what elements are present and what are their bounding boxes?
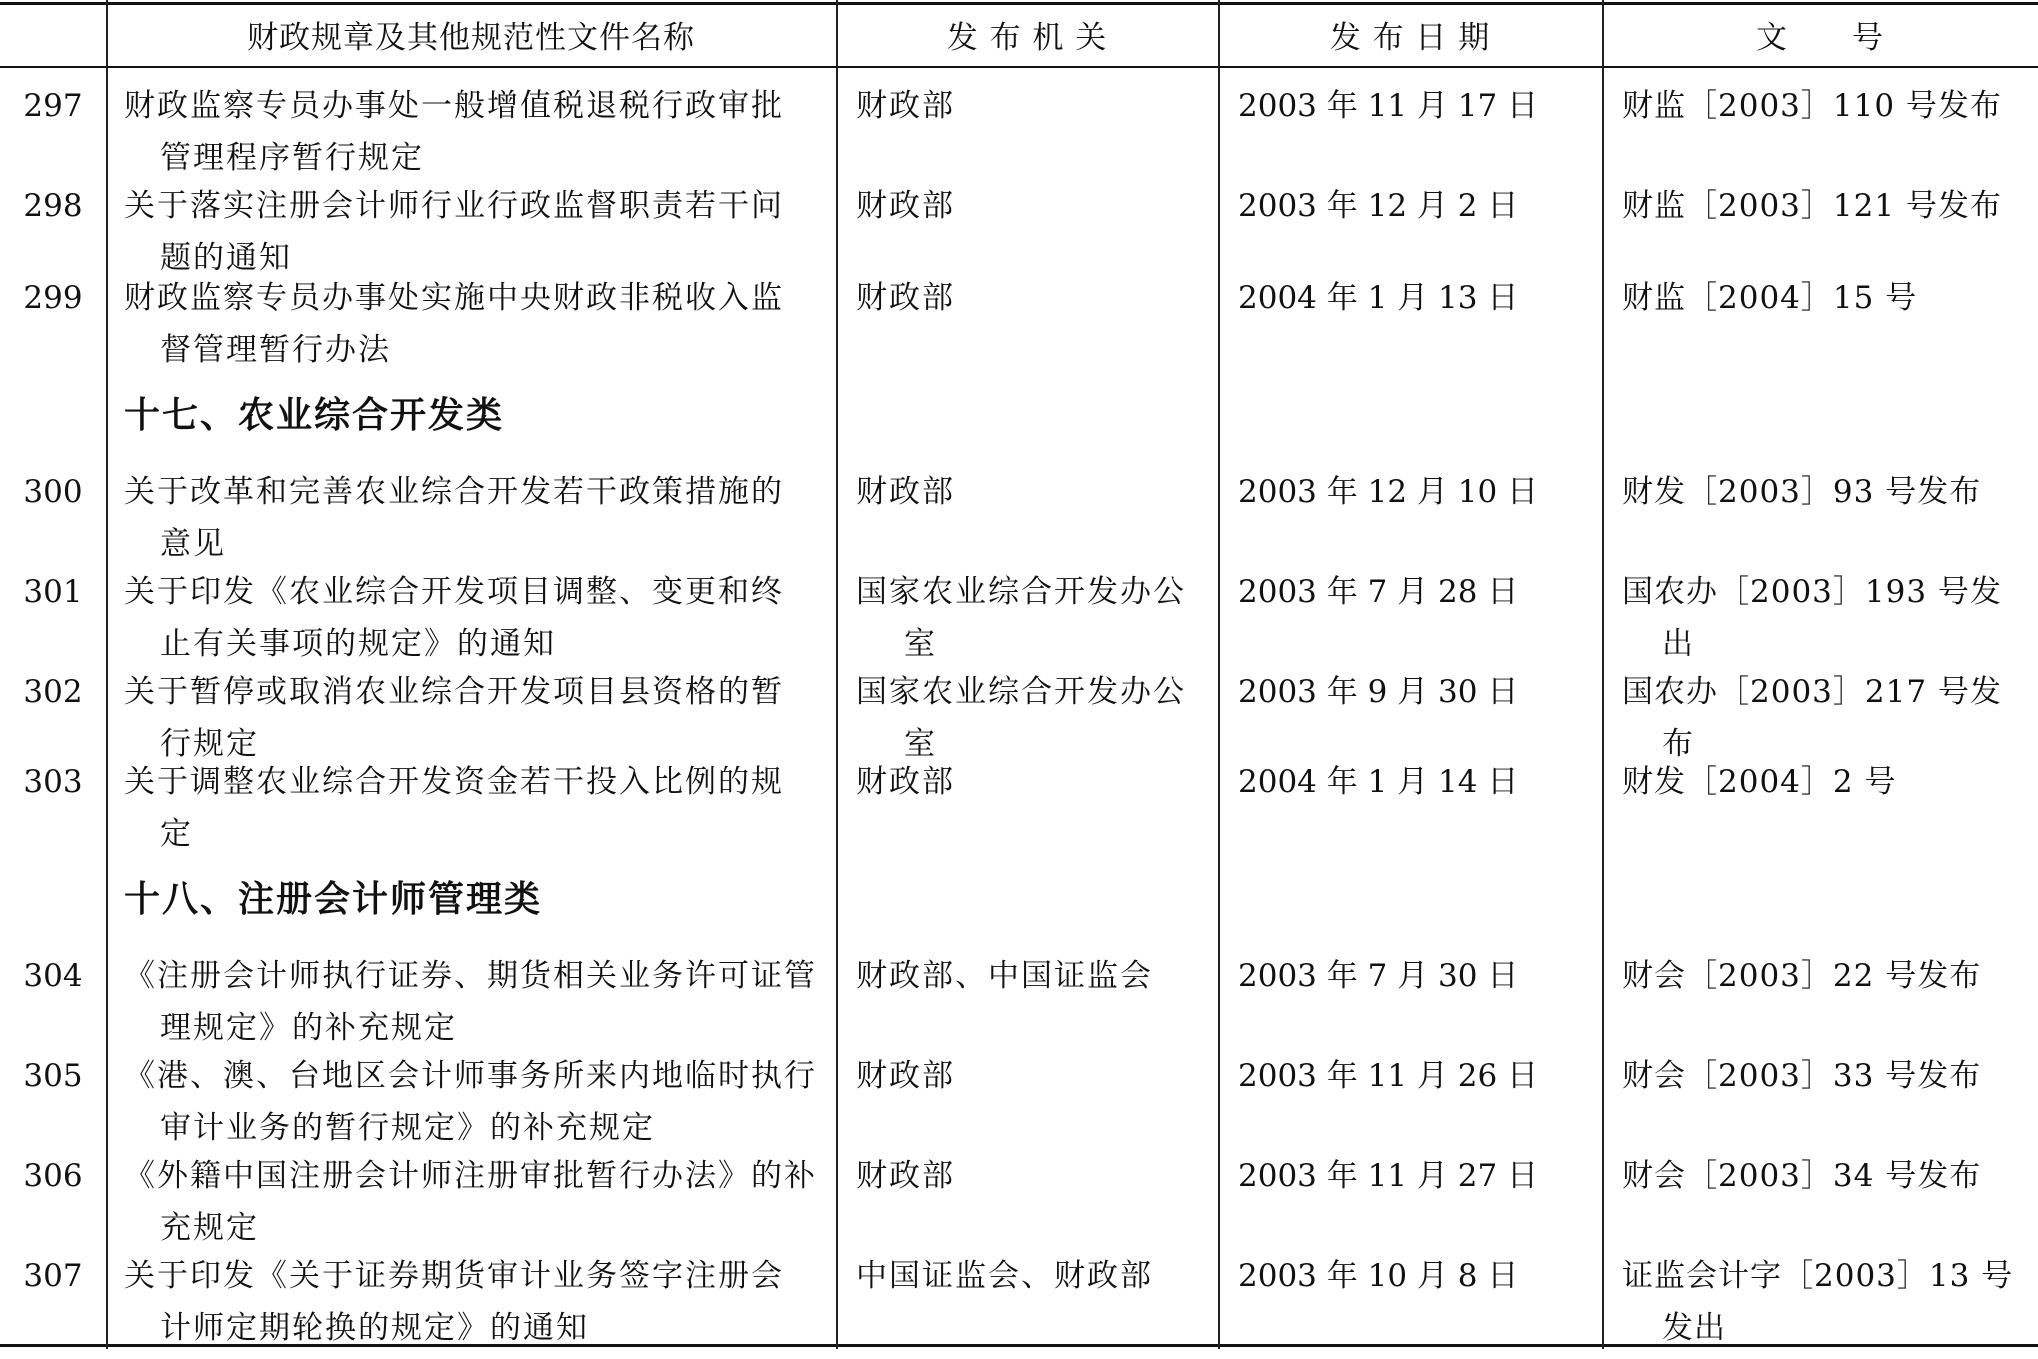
document-title: 关于调整农业综合开发资金若干投入比例的规 定 bbox=[124, 764, 784, 852]
top-rule bbox=[0, 2, 2038, 5]
issuing-authority: 财政部 bbox=[856, 1158, 955, 1194]
document-number: 证监会计字［2003］13 号 发出 bbox=[1622, 1258, 2014, 1346]
document-number: 国农办［2003］193 号发 出 bbox=[1622, 574, 2002, 662]
issuing-authority: 财政部 bbox=[856, 88, 955, 124]
issue-date: 2003 年 12 月 2 日 bbox=[1238, 188, 1519, 224]
issue-date: 2003 年 11 月 26 日 bbox=[1238, 1058, 1539, 1094]
header-date: 发 布 日 期 bbox=[1329, 20, 1491, 56]
row-number: 302 bbox=[23, 674, 83, 710]
document-title: 关于印发《关于证券期货审计业务签字注册会 计师定期轮换的规定》的通知 bbox=[124, 1258, 784, 1346]
document-title: 关于印发《农业综合开发项目调整、变更和终 止有关事项的规定》的通知 bbox=[124, 574, 784, 662]
document-title: 财政监察专员办事处一般增值税退税行政审批 管理程序暂行规定 bbox=[124, 88, 784, 176]
document-title: 关于改革和完善农业综合开发若干政策措施的 意见 bbox=[124, 474, 784, 562]
document-title: 《港、澳、台地区会计师事务所来内地临时执行 审计业务的暂行规定》的补充规定 bbox=[124, 1058, 817, 1146]
issue-date: 2003 年 9 月 30 日 bbox=[1238, 674, 1519, 710]
document-number: 财发［2003］93 号发布 bbox=[1622, 474, 1982, 510]
document-title: 财政监察专员办事处实施中央财政非税收入监 督管理暂行办法 bbox=[124, 280, 784, 368]
row-number: 297 bbox=[23, 88, 83, 124]
document-number: 财监［2003］110 号发布 bbox=[1622, 88, 2002, 124]
issuing-authority: 财政部 bbox=[856, 1058, 955, 1094]
column-divider-1 bbox=[106, 0, 108, 1349]
column-divider-2 bbox=[836, 0, 838, 1349]
row-number: 307 bbox=[23, 1258, 83, 1294]
header-authority: 发 布 机 关 bbox=[946, 20, 1108, 56]
section-heading: 十八、注册会计师管理类 bbox=[124, 879, 543, 920]
document-number: 财监［2003］121 号发布 bbox=[1622, 188, 2002, 224]
issue-date: 2004 年 1 月 14 日 bbox=[1238, 764, 1519, 800]
issuing-authority: 国家农业综合开发办公 室 bbox=[856, 574, 1186, 662]
issuing-authority: 财政部 bbox=[856, 280, 955, 316]
document-number: 财会［2003］34 号发布 bbox=[1622, 1158, 1982, 1194]
document-title: 关于暂停或取消农业综合开发项目县资格的暂 行规定 bbox=[124, 674, 784, 762]
issue-date: 2003 年 10 月 8 日 bbox=[1238, 1258, 1519, 1294]
row-number: 305 bbox=[23, 1058, 83, 1094]
issue-date: 2003 年 7 月 30 日 bbox=[1238, 958, 1519, 994]
column-divider-3 bbox=[1218, 0, 1220, 1349]
document-title: 《外籍中国注册会计师注册审批暂行办法》的补 充规定 bbox=[124, 1158, 817, 1246]
issuing-authority: 中国证监会、财政部 bbox=[856, 1258, 1153, 1294]
column-divider-4 bbox=[1602, 0, 1604, 1349]
issue-date: 2003 年 11 月 27 日 bbox=[1238, 1158, 1539, 1194]
issuing-authority: 财政部 bbox=[856, 188, 955, 224]
row-number: 304 bbox=[23, 958, 83, 994]
header-rule bbox=[0, 66, 2038, 68]
row-number: 306 bbox=[23, 1158, 83, 1194]
row-number: 303 bbox=[23, 764, 83, 800]
document-number: 财发［2004］2 号 bbox=[1622, 764, 1897, 800]
issue-date: 2003 年 11 月 17 日 bbox=[1238, 88, 1539, 124]
header-doc-no: 文 号 bbox=[1756, 20, 1884, 56]
header-name: 财政规章及其他规范性文件名称 bbox=[247, 20, 695, 56]
document-title: 关于落实注册会计师行业行政监督职责若干问 题的通知 bbox=[124, 188, 784, 276]
row-number: 298 bbox=[23, 188, 83, 224]
issuing-authority: 财政部、中国证监会 bbox=[856, 958, 1153, 994]
document-title: 《注册会计师执行证券、期货相关业务许可证管 理规定》的补充规定 bbox=[124, 958, 817, 1046]
document-number: 国农办［2003］217 号发 布 bbox=[1622, 674, 2002, 762]
row-number: 300 bbox=[23, 474, 83, 510]
issue-date: 2004 年 1 月 13 日 bbox=[1238, 280, 1519, 316]
issuing-authority: 国家农业综合开发办公 室 bbox=[856, 674, 1186, 762]
issuing-authority: 财政部 bbox=[856, 474, 955, 510]
issue-date: 2003 年 12 月 10 日 bbox=[1238, 474, 1539, 510]
document-number: 财会［2003］33 号发布 bbox=[1622, 1058, 1982, 1094]
issue-date: 2003 年 7 月 28 日 bbox=[1238, 574, 1519, 610]
document-number: 财会［2003］22 号发布 bbox=[1622, 958, 1982, 994]
document-number: 财监［2004］15 号 bbox=[1622, 280, 1918, 316]
row-number: 301 bbox=[23, 574, 83, 610]
issuing-authority: 财政部 bbox=[856, 764, 955, 800]
section-heading: 十七、农业综合开发类 bbox=[124, 395, 505, 436]
row-number: 299 bbox=[23, 280, 83, 316]
